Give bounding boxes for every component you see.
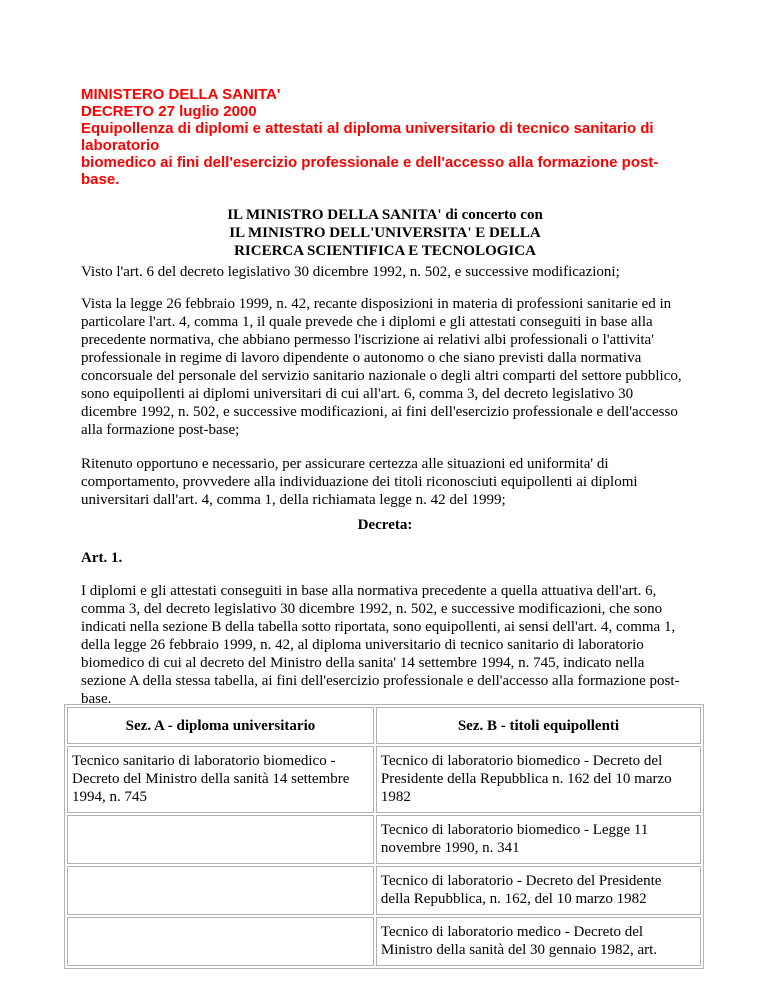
heading-line: biomedico ai fini dell'esercizio professionale e dell'accesso alla formazione post- bbox=[81, 154, 659, 171]
heading-line: DECRETO 27 luglio 2000 bbox=[81, 103, 257, 120]
heading-line: MINISTERO DELLA SANITA' bbox=[81, 86, 281, 103]
paragraph-line: professionale in regime di lavoro dipendente o autonomo o che siano previsti dalla normativa bbox=[81, 350, 642, 366]
ministers-line: IL MINISTRO DELLA SANITA' di concerto con bbox=[227, 207, 543, 223]
table-row bbox=[67, 917, 701, 966]
table-cell-section-a bbox=[67, 917, 374, 966]
column-header-section-a: Sez. A - diploma universitario bbox=[67, 707, 374, 744]
paragraph-line: della legge 26 febbraio 1999, n. 42, al diploma universitario di tecnico sanitario di laboratorio bbox=[81, 637, 644, 653]
cell-line: Tecnico di laboratorio biomedico - Decreto del bbox=[380, 753, 663, 769]
paragraph-article-1 bbox=[81, 582, 693, 708]
paragraph-line: universitari dall'art. 4, comma 1, della richiamata legge n. 42 del 1999; bbox=[81, 492, 506, 508]
table-cell-section-a bbox=[67, 866, 374, 915]
table-cell-section-a bbox=[67, 746, 374, 813]
paragraph-line: I diplomi e gli attestati conseguiti in base alla normativa precedente a quella attuativa dell'art. 6, bbox=[81, 583, 657, 599]
decree-heading bbox=[81, 86, 681, 188]
paragraph-line: Vista la legge 26 febbraio 1999, n. 42, recante disposizioni in materia di professioni sanitarie ed in bbox=[81, 296, 672, 312]
paragraph-line: dicembre 1992, n. 502, e successive modificazioni, ai fini dell'esercizio professionale e dell'accesso bbox=[81, 404, 678, 420]
ministers-line: RICERCA SCIENTIFICA E TECNOLOGICA bbox=[234, 243, 536, 259]
cell-line: Tecnico sanitario di laboratorio biomedico - bbox=[72, 753, 336, 769]
paragraph-line: biomedico di cui al decreto del Ministro della sanita' 14 settembre 1994, n. 745, indicato nella bbox=[81, 655, 645, 671]
heading-line: Equipollenza di diplomi e attestati al diploma universitario di tecnico sanitario di bbox=[81, 120, 654, 137]
ministers-block bbox=[80, 206, 690, 260]
paragraph-line: Visto l'art. 6 del decreto legislativo 30 dicembre 1992, n. 502, e successive modificazioni; bbox=[81, 264, 620, 280]
article-title: Art. 1. bbox=[81, 550, 123, 566]
paragraph-line: base. bbox=[81, 691, 112, 707]
column-header-section-b: Sez. B - titoli equipollenti bbox=[376, 707, 701, 744]
paragraph-line: concorsuale del personale del servizio sanitario nazionale o degli altri comparti del settore pubblico, bbox=[81, 368, 682, 384]
table-cell-section-b bbox=[376, 917, 701, 966]
cell-line: 1982 bbox=[380, 789, 411, 805]
cell-line: Tecnico di laboratorio biomedico - Legge 11 bbox=[380, 822, 649, 838]
decreta-heading: Decreta: bbox=[357, 517, 413, 533]
paragraph-vista bbox=[81, 295, 693, 439]
paragraph-line: Ritenuto opportuno e necessario, per assicurare certezza alle situazioni ed uniformita' di bbox=[81, 456, 609, 472]
table-row bbox=[67, 746, 701, 813]
paragraph-line: sezione A della stessa tabella, ai fini dell'esercizio professionale e dell'accesso alla formazione post- bbox=[81, 673, 680, 689]
cell-line: Decreto del Ministro della sanità 14 settembre bbox=[72, 771, 350, 787]
heading-line: laboratorio bbox=[81, 137, 160, 154]
paragraph-line: alla formazione post-base; bbox=[81, 422, 240, 438]
paragraph-visto bbox=[81, 263, 693, 281]
paragraph-line: indicati nella sezione B della tabella sotto riportata, sono equipollenti, ai sensi dell'art. 4, comma 1, bbox=[81, 619, 676, 635]
table-cell-section-b bbox=[376, 815, 701, 864]
ministers-line: IL MINISTRO DELL'UNIVERSITA' E DELLA bbox=[229, 225, 541, 241]
paragraph-line: precedente normativa, che abbiano permesso l'iscrizione ai relativi albi professionali o l'attivita' bbox=[81, 332, 654, 348]
table-cell-section-b bbox=[376, 866, 701, 915]
cell-line: Tecnico di laboratorio medico - Decreto del bbox=[380, 924, 644, 940]
paragraph-line: sono equipollenti ai diplomi universitari di cui all'art. 6, comma 3, del decreto legislativo 30 bbox=[81, 386, 634, 402]
cell-line: Tecnico di laboratorio - Decreto del Presidente bbox=[380, 873, 662, 889]
paragraph-line: comportamento, provvedere alla individuazione dei titoli riconosciuti equipollenti ai diplomi bbox=[81, 474, 638, 490]
cell-line: della Repubblica, n. 162, del 10 marzo 1982 bbox=[380, 891, 647, 907]
paragraph-line: comma 3, del decreto legislativo 30 dicembre 1992, n. 502, e successive modificazioni, che sono bbox=[81, 601, 663, 617]
paragraph-line: particolare l'art. 4, comma 1, il quale prevede che i diplomi e gli attestati conseguiti in base alla bbox=[81, 314, 653, 330]
table-row bbox=[67, 866, 701, 915]
paragraph-ritenuto bbox=[81, 455, 693, 509]
cell-line: Presidente della Repubblica n. 162 del 10 marzo bbox=[380, 771, 672, 787]
table-header-row bbox=[67, 707, 701, 744]
cell-line: Ministro della sanità del 30 gennaio 1982, art. bbox=[380, 942, 658, 958]
table-row bbox=[67, 815, 701, 864]
heading-line: base. bbox=[81, 171, 120, 188]
equivalence-table bbox=[64, 704, 704, 969]
table-cell-section-b bbox=[376, 746, 701, 813]
cell-line: novembre 1990, n. 341 bbox=[380, 840, 520, 856]
table-cell-section-a bbox=[67, 815, 374, 864]
cell-line: 1994, n. 745 bbox=[72, 789, 147, 805]
